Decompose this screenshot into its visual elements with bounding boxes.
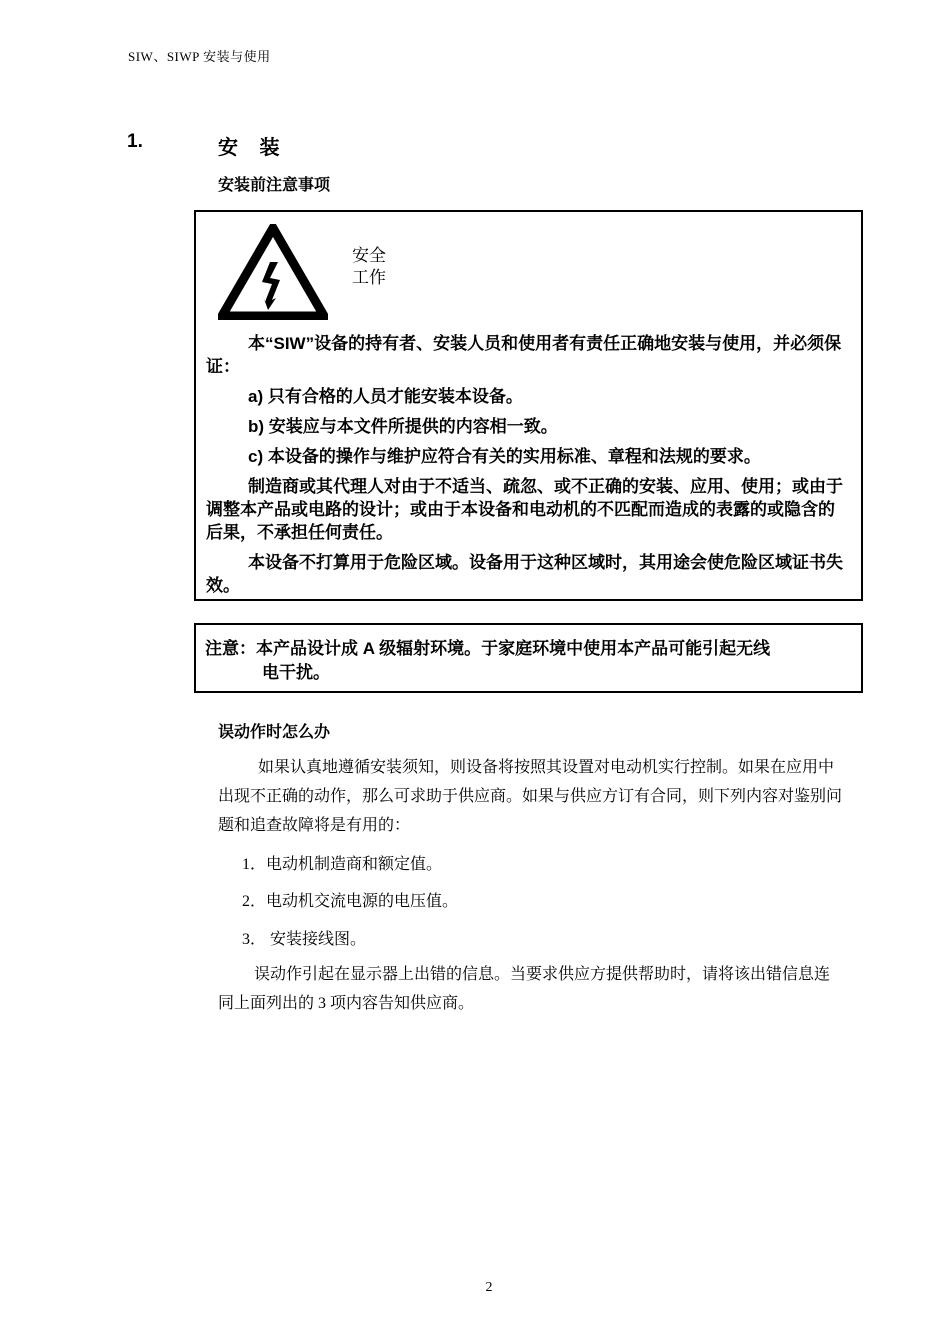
safety-label-line2: 工作 [352,268,386,287]
hazard-area-warning: 本设备不打算用于危险区域。设备用于这种区域时，其用途会使危险区域证书失效。 [206,553,843,595]
list-item-motor-rating: 1．电动机制造商和额定值。 [242,856,443,873]
subheading-malfunction: 误动作时怎么办 [218,724,331,741]
liability-disclaimer: 制造商或其代理人对由于不适当、疏忽、或不正确的安装、应用、使用；或由于调整本产品或电路的设计；或由于本设备和电动机的不匹配而造成的表露的或隐含的后果，不承担任何责任。 [206,477,843,542]
malfunction-paragraph-1: 如果认真地遵循安装须知，则设备将按照其设置对电动机实行控制。如果在应用中出现不正确的动作，那么可求助于供应商。如果与供应方订有合同，则下列内容对鉴别问题和追查故障将是有用的： [218,759,843,834]
safety-item-a: a) 只有合格的人员才能安装本设备。 [248,387,523,406]
safety-item-c: c) 本设备的操作与维护应符合有关的实用标准、章程和法规的要求。 [248,447,761,466]
notice-line2: 电干扰。 [262,663,330,682]
list-item-wiring-diagram: 3． 安装接线图。 [242,931,367,948]
section-title: 安 装 [218,137,288,159]
notice-line1: 注意：本产品设计成 A 级辐射环境。于家庭环境中使用本产品可能引起无线 [205,639,771,658]
safety-intro: 本“SIW”设备的持有者、安装人员和使用者有责任正确地安装与使用，并必须保证： [206,334,842,376]
list-item-supply-voltage: 2．电动机交流电源的电压值。 [242,893,459,910]
safety-text [206,332,844,597]
safety-label-line1: 安全 [352,246,386,265]
safety-item-b: b) 安装应与本文件所提供的内容相一致。 [248,417,558,436]
subheading-precautions: 安装前注意事项 [218,177,331,194]
safety-box [194,210,863,601]
notice-box [194,623,863,693]
malfunction-paragraph-2: 误动作引起在显示器上出错的信息。当要求供应方提供帮助时，请将该出错信息连同上面列出的 3 项内容告知供应商。 [218,966,831,1012]
notice-text [205,637,845,685]
page-number: 2 [485,1280,493,1295]
section-number: 1. [127,131,143,152]
electrical-hazard-icon [218,224,328,320]
safety-label [352,245,386,289]
running-header: SIW、SIWP 安装与使用 [128,49,271,64]
